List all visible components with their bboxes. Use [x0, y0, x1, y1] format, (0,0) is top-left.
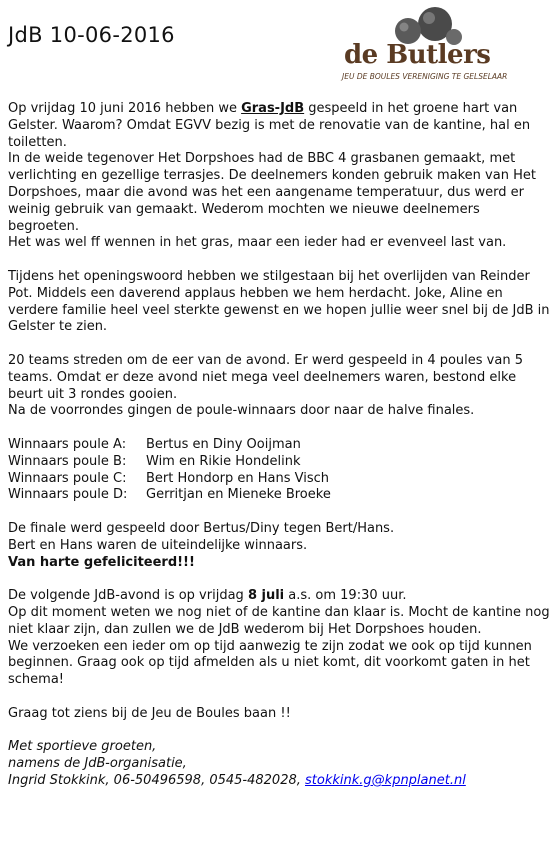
gras-jdb-highlight: Gras-JdB: [241, 101, 305, 116]
winners-list: [8, 437, 553, 504]
page-title: JdB 10-06-2016: [8, 23, 175, 47]
final-paragraph: Bert en Hans waren de uiteindelijke winnaars.: [8, 537, 308, 553]
email-link[interactable]: stokkink.g@kpnplanet.nl: [305, 772, 466, 788]
intro-paragraph: In de weide tegenover Het Dorpshoes had de BBC 4 grasbanen gemaakt, met verlichting en gezellige terrasjes. De deelnemers konden gebruik maken van Het Dorpshoes, maar die avond was het een aangename temperatuur, dus werd er weinig gebruik van gemaakt. Wederom mochten we nieuwe deelnemers begroeten.: [8, 151, 536, 234]
signature: Met sportieve groeten, namens de JdB-organisatie, Ingrid Stokkink, 06-50496598, 0545-482028, stokkink.g@kpnplanet.nl: [8, 739, 466, 788]
closing-line: Graag tot ziens bij de Jeu de Boules baan !!: [8, 705, 291, 721]
next-date: 8 juli: [247, 588, 285, 604]
congrats-text: Van harte gefeliciteerd!!!: [8, 554, 195, 570]
winner-row: Winnaars poule B: Wim en Rikie Hondelink: [8, 453, 301, 469]
intro-paragraph: Het was wel ff wennen in het gras, maar een ieder had er evenveel last van.: [8, 235, 507, 251]
next-event-paragraph: Op dit moment weten we nog niet of de kantine dan klaar is. Mocht de kantine nog niet klaar zijn, dan zullen we de JdB wederom bij Het Dorpshoes houden.: [8, 604, 550, 637]
intro-paragraph: Op vrijdag 10 juni 2016 hebben we Gras-JdB gespeeld in het groene hart van Gelster. Waarom? Omdat EGVV bezig is met de renovatie van de kantine, hal en toiletten.: [8, 101, 531, 150]
next-event-paragraph: De volgende JdB-avond is op vrijdag 8 juli a.s. om 19:30 uur.: [8, 588, 407, 604]
final-paragraph: De finale werd gespeeld door Bertus/Diny tegen Bert/Hans.: [8, 520, 395, 536]
games-paragraph: Na de voorrondes gingen de poule-winnaars door naar de halve finales.: [8, 403, 475, 419]
article-body: [8, 101, 553, 790]
games-paragraph: 20 teams streden om de eer van de avond. Er werd gespeeld in 4 poules van 5 teams. Omdat er deze avond niet mega veel deelnemers waren, bestond elke beurt uit 3 rondes gooien.: [8, 352, 523, 402]
winner-row: Winnaars poule A: Bertus en Diny Ooijman: [8, 436, 301, 452]
winner-row: Winnaars poule C: Bert Hondorp en Hans Visch: [8, 470, 330, 486]
next-event-paragraph: We verzoeken een ieder om op tijd aanwezig te zijn zodat we ook op tijd kunnen beginnen. Graag ook op tijd afmelden als u niet komt, dit voorkomt gaten in het schema!: [8, 638, 532, 688]
winner-row: Winnaars poule D: Gerritjan en Mieneke Broeke: [8, 487, 331, 503]
logo-tagline: JEU DE BOULES VERENIGING TE GELSELAAR: [342, 72, 508, 81]
club-logo: [338, 4, 508, 84]
logo-wordmark: de Butlers: [344, 40, 491, 70]
memorial-paragraph: Tijdens het openingswoord hebben we stilgestaan bij het overlijden van Reinder Pot. Middels een daverend applaus hebben we hem herdacht. Joke, Aline en verdere familie heel veel sterkte gewenst en we hopen jullie weer snel bij de JdB in Gelster te zien.: [8, 268, 550, 335]
